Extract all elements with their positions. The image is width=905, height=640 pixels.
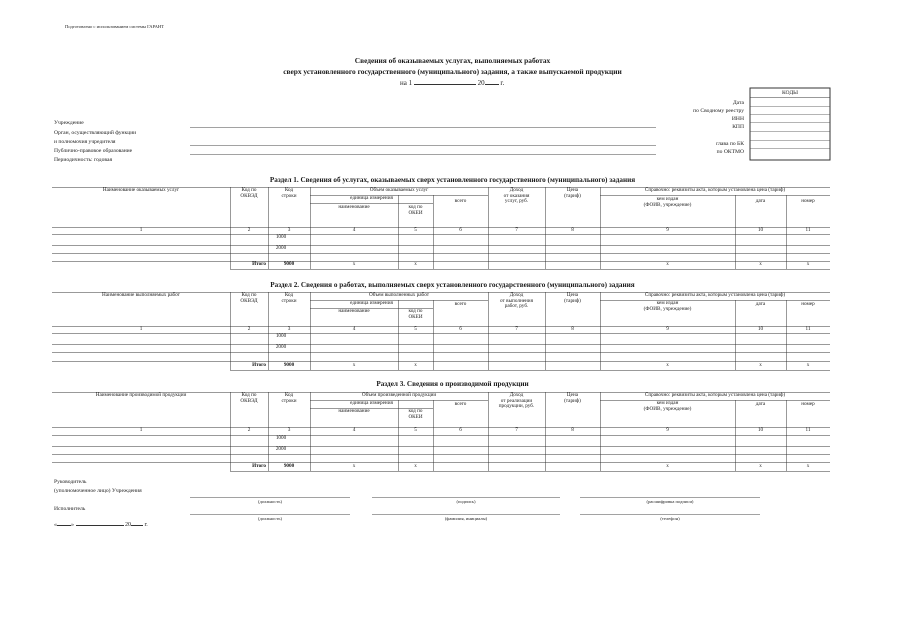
itogo-label: Итого bbox=[252, 463, 266, 469]
col-num-3: 3 bbox=[287, 227, 291, 233]
itogo-x-unit-code: x bbox=[414, 463, 417, 469]
col-unit-code-header: код по ОКЕИ bbox=[408, 308, 423, 320]
section-1-title: Раздел 1. Сведения об услугах, оказываемых сверх установленного государственного (муниципального) задания bbox=[269, 176, 636, 184]
itogo-code: 9000 bbox=[283, 261, 295, 267]
col-income-header: Доход от оказания услуг, руб. bbox=[503, 187, 530, 205]
caption-exec-position: (должность) bbox=[257, 516, 283, 521]
code-label-date: Дата bbox=[732, 100, 744, 106]
caption-head-decoding: (расшифровка подписи) bbox=[646, 499, 694, 504]
col-num-11: 11 bbox=[805, 326, 811, 332]
col-row-code-header: Код строки bbox=[281, 292, 297, 304]
col-okved-header: Код по ОКВЭД bbox=[240, 292, 258, 304]
sign-date-line bbox=[54, 520, 148, 528]
col-num-2: 2 bbox=[247, 227, 251, 233]
col-volume-header: Объем выполненных работ bbox=[369, 292, 429, 298]
col-price-header: Цена (тариф) bbox=[564, 392, 581, 404]
col-num-11: 11 bbox=[805, 427, 811, 433]
itogo-code: 9000 bbox=[283, 463, 295, 469]
label-founder-line1: Орган, осуществляющий функции bbox=[54, 130, 137, 136]
col-num-6: 6 bbox=[459, 326, 462, 332]
sign-head-label-1: Руководитель bbox=[54, 479, 87, 485]
itogo-x-issued: x bbox=[666, 463, 669, 469]
col-date-header: дата bbox=[755, 401, 766, 407]
itogo-x-number: x bbox=[806, 362, 810, 368]
caption-exec-name: (фамилия, инициалы) bbox=[444, 516, 488, 521]
col-num-8: 8 bbox=[571, 326, 574, 332]
caption-head-position: (должность) bbox=[257, 499, 283, 504]
col-num-10: 10 bbox=[757, 326, 764, 332]
sign-day-field[interactable] bbox=[57, 520, 71, 526]
itogo-code: 9000 bbox=[283, 362, 295, 368]
col-name-header: Наименование выполняемых работ bbox=[102, 292, 180, 298]
code-label-oktmo: по ОКТМО bbox=[716, 149, 744, 155]
col-row-code-header: Код строки bbox=[281, 392, 297, 404]
col-income-header: Доход от реализации продукции, руб. bbox=[498, 392, 535, 410]
col-num-10: 10 bbox=[757, 227, 764, 233]
col-unit-header: единица измерения bbox=[350, 300, 393, 306]
itogo-x-unit-name: x bbox=[352, 261, 356, 267]
col-num-3: 3 bbox=[287, 326, 291, 332]
row-code-2000: 2000 bbox=[275, 344, 287, 350]
code-label-bk: глава по БК bbox=[716, 141, 744, 147]
col-unit-name-header: наименование bbox=[338, 204, 370, 210]
date-year-label: 20 bbox=[477, 79, 485, 87]
col-okved-header: Код по ОКВЭД bbox=[240, 187, 258, 199]
col-ref-header: Справочно: реквизиты акта, которым установлена цена (тариф) bbox=[644, 392, 786, 398]
col-num-7: 7 bbox=[515, 427, 518, 433]
itogo-x-number: x bbox=[806, 261, 810, 267]
col-unit-code-header: код по ОКЕИ bbox=[408, 408, 423, 420]
col-income-header: Доход от выполнения работ, руб. bbox=[500, 292, 533, 310]
itogo-x-date: x bbox=[759, 261, 762, 267]
sign-date-suffix: г. bbox=[144, 522, 148, 528]
col-issued-header: кем издан (ФОИВ, учреждение) bbox=[643, 400, 692, 412]
col-num-1: 1 bbox=[139, 427, 143, 433]
itogo-x-date: x bbox=[759, 362, 762, 368]
col-volume-header: Объем оказываемых услуг bbox=[369, 187, 429, 193]
code-label-kpp: КПП bbox=[732, 124, 744, 130]
caption-head-signature: (подпись) bbox=[456, 499, 476, 504]
col-num-5: 5 bbox=[414, 227, 417, 233]
sign-year-field[interactable] bbox=[131, 520, 143, 526]
col-num-9: 9 bbox=[666, 427, 669, 433]
row-code-2000: 2000 bbox=[275, 446, 287, 452]
col-number-header: номер bbox=[801, 301, 815, 307]
col-name-header: Наименование производимой продукции bbox=[95, 392, 187, 398]
sign-month-field[interactable] bbox=[76, 520, 124, 526]
col-unit-code-header: код по ОКЕИ bbox=[408, 204, 423, 216]
col-volume-header: Объем произведенной продукции bbox=[361, 392, 437, 398]
caption-exec-phone: (телефон) bbox=[660, 516, 680, 521]
col-unit-name-header: наименование bbox=[338, 408, 370, 414]
col-date-header: дата bbox=[755, 198, 766, 204]
col-total-header: всего bbox=[454, 401, 467, 407]
row-code-2000: 2000 bbox=[275, 245, 287, 251]
itogo-x-date: x bbox=[759, 463, 762, 469]
row-code-1000: 1000 bbox=[275, 234, 287, 240]
col-price-header: Цена (тариф) bbox=[564, 187, 581, 199]
itogo-x-number: x bbox=[806, 463, 810, 469]
col-num-4: 4 bbox=[352, 326, 356, 332]
row-code-1000: 1000 bbox=[275, 435, 287, 441]
col-unit-header: единица измерения bbox=[350, 400, 393, 406]
sign-executor-label: Исполнитель bbox=[54, 506, 86, 512]
col-num-6: 6 bbox=[459, 227, 462, 233]
col-num-1: 1 bbox=[139, 227, 143, 233]
itogo-x-issued: x bbox=[666, 362, 669, 368]
col-date-header: дата bbox=[755, 301, 766, 307]
col-issued-header: кем издан (ФОИВ, учреждение) bbox=[643, 300, 692, 312]
col-total-header: всего bbox=[454, 198, 467, 204]
row-code-1000: 1000 bbox=[275, 333, 287, 339]
codes-header: КОДЫ bbox=[781, 90, 799, 96]
section-3-title: Раздел 3. Сведения о производимой продукции bbox=[376, 380, 529, 388]
col-number-header: номер bbox=[801, 198, 815, 204]
sign-year-label: 20 bbox=[125, 522, 131, 528]
col-num-5: 5 bbox=[414, 427, 417, 433]
itogo-x-unit-name: x bbox=[352, 463, 356, 469]
col-num-2: 2 bbox=[247, 427, 251, 433]
header-note: Подготовлено с использованием системы ГАРАНТ bbox=[65, 24, 165, 29]
sign-head-label-2: (уполномоченное лицо) Учреждения bbox=[54, 488, 142, 494]
date-quote-open: « bbox=[54, 522, 57, 528]
col-num-10: 10 bbox=[757, 427, 764, 433]
date-suffix: г. bbox=[500, 79, 505, 87]
itogo-x-unit-name: x bbox=[352, 362, 356, 368]
date-prefix: на 1 bbox=[400, 79, 413, 87]
col-ref-header: Справочно: реквизиты акта, которым установлена цена (тариф) bbox=[644, 187, 786, 193]
form-title-line1: Сведения об оказываемых услугах, выполняемых работах bbox=[354, 56, 551, 65]
itogo-label: Итого bbox=[252, 362, 266, 368]
section-2-title: Раздел 2. Сведения о работах, выполняемых сверх установленного государственного (муниципального) задания bbox=[270, 281, 635, 289]
col-num-6: 6 bbox=[459, 427, 462, 433]
col-num-1: 1 bbox=[139, 326, 143, 332]
col-num-8: 8 bbox=[571, 227, 574, 233]
col-name-header: Наименование оказываемых услуг bbox=[102, 187, 180, 193]
code-label-registry: по Сводному реестру bbox=[693, 108, 744, 114]
code-label-inn: ИНН bbox=[731, 116, 744, 122]
itogo-x-issued: x bbox=[666, 261, 669, 267]
col-issued-header: кем издан (ФОИВ, учреждение) bbox=[643, 196, 692, 208]
label-founder-line2: и полномочия учредителя bbox=[54, 139, 116, 145]
label-periodicity: Периодичность: годовая bbox=[54, 157, 113, 163]
col-num-4: 4 bbox=[352, 227, 356, 233]
col-okved-header: Код по ОКВЭД bbox=[240, 392, 258, 404]
col-number-header: номер bbox=[801, 401, 815, 407]
label-public-entity: Публично-правовое образование bbox=[54, 148, 133, 154]
label-institution: Учреждение bbox=[54, 120, 84, 126]
col-total-header: всего bbox=[454, 301, 467, 307]
col-ref-header: Справочно: реквизиты акта, которым установлена цена (тариф) bbox=[644, 292, 786, 298]
col-num-7: 7 bbox=[515, 227, 518, 233]
col-num-5: 5 bbox=[414, 326, 417, 332]
col-num-9: 9 bbox=[666, 227, 669, 233]
itogo-label: Итого bbox=[252, 261, 266, 267]
col-price-header: Цена (тариф) bbox=[564, 292, 581, 304]
col-row-code-header: Код строки bbox=[281, 187, 297, 199]
col-unit-name-header: наименование bbox=[338, 308, 370, 314]
col-unit-header: единица измерения bbox=[350, 195, 393, 201]
date-quote-close: » bbox=[71, 522, 74, 528]
col-num-2: 2 bbox=[247, 326, 251, 332]
itogo-x-unit-code: x bbox=[414, 362, 417, 368]
col-num-9: 9 bbox=[666, 326, 669, 332]
form-title-line2: сверх установленного государственного (муниципального) задания, а также выпускаемой продукции bbox=[283, 67, 622, 76]
col-num-7: 7 bbox=[515, 326, 518, 332]
itogo-x-unit-code: x bbox=[414, 261, 417, 267]
col-num-3: 3 bbox=[287, 427, 291, 433]
col-num-4: 4 bbox=[352, 427, 356, 433]
col-num-8: 8 bbox=[571, 427, 574, 433]
col-num-11: 11 bbox=[805, 227, 811, 233]
